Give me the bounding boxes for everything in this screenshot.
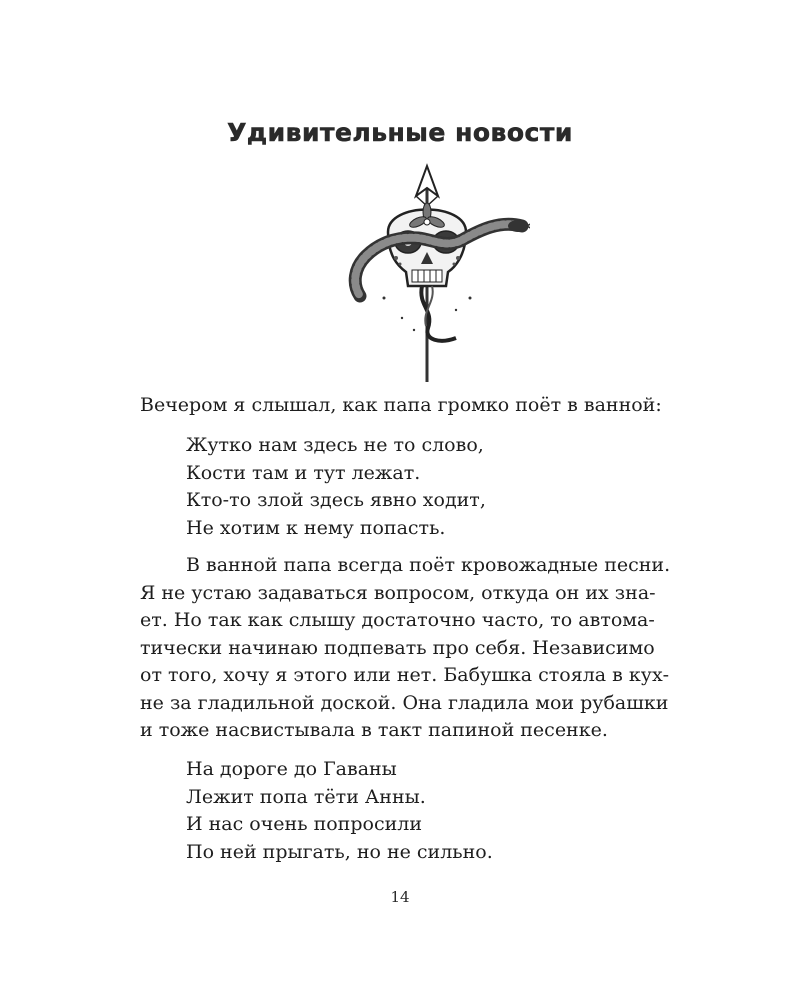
paragraph-line: не за гладильной доской. Она гладила мои рубашки: [140, 691, 669, 714]
page-number: 14: [390, 888, 410, 906]
verse-line: И нас очень попросили: [186, 813, 422, 835]
verse-line: По ней прыгать, но не сильно.: [186, 840, 493, 863]
verse-line: Лежит попа тёти Анны.: [186, 785, 426, 808]
verse-line: Жутко нам здесь не то слово,: [186, 434, 484, 456]
paragraph-line: Я не устаю задаваться вопросом, откуда он их зна-: [140, 581, 656, 604]
verse-2: [186, 756, 493, 866]
intro-line: Вечером я слышал, как папа громко поёт в ванной:: [140, 394, 662, 416]
verse-line: Кости там и тут лежат.: [186, 461, 421, 484]
skull-spear-snake-icon: [330, 160, 530, 385]
verse-line: Кто-то злой здесь явно ходит,: [186, 489, 486, 511]
verse-line: Не хотим к нему попасть.: [186, 516, 446, 539]
verse-1: [186, 432, 486, 542]
paragraph-line: и тоже насвистывала в такт папиной песенке.: [140, 719, 608, 741]
paragraph-line: от того, хочу я этого или нет. Бабушка стояла в кух-: [140, 664, 670, 686]
intro-paragraph: [140, 392, 712, 420]
paragraph-line: В ванной папа всегда поёт кровожадные песни.: [186, 554, 671, 576]
paragraph-line: ет. Но так как слышу достаточно часто, то автома-: [140, 609, 655, 631]
paragraph-line: тически начинаю подпевать про себя. Независимо: [140, 636, 655, 659]
chapter-title: Удивительные новости: [227, 118, 573, 147]
verse-line: На дороге до Гаваны: [186, 758, 397, 780]
main-paragraph: [140, 552, 712, 745]
